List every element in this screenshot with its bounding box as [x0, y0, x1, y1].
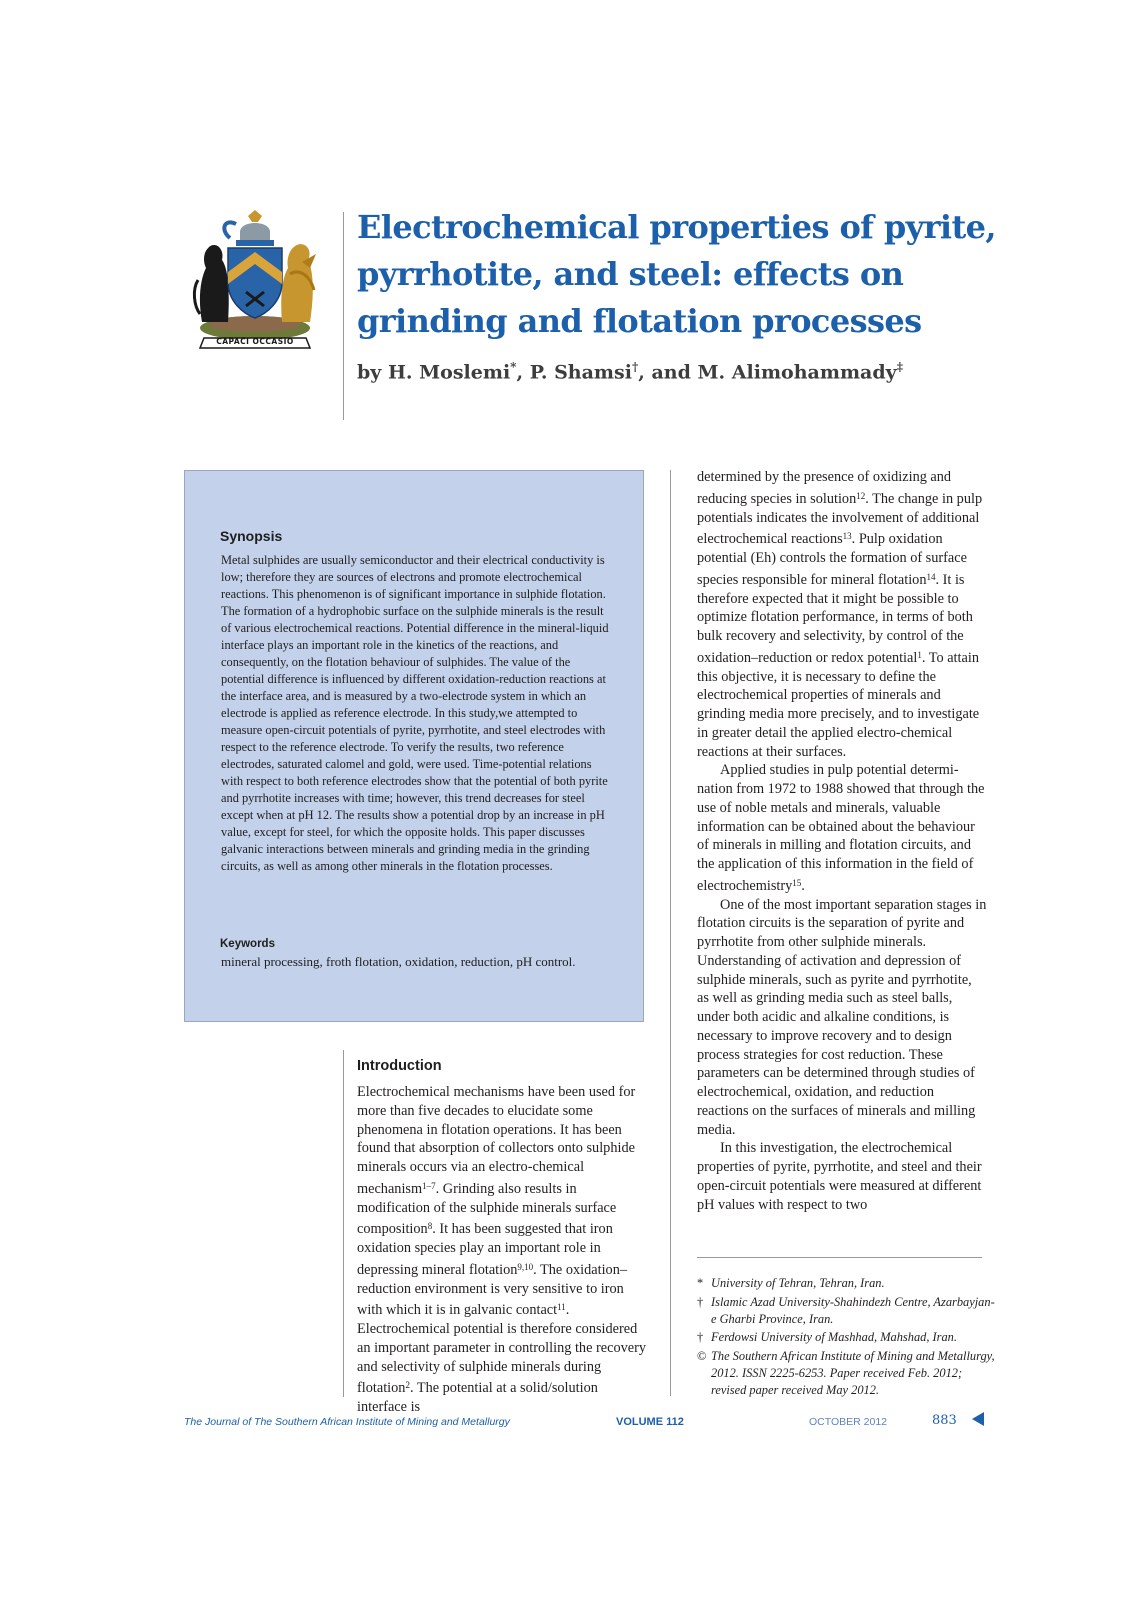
institute-crest-logo	[190, 210, 320, 355]
keywords-heading: Keywords	[220, 938, 275, 950]
page-number: 883	[932, 1413, 957, 1428]
citation: 2	[405, 1380, 410, 1391]
author-3: M. Alimohammady	[697, 361, 897, 384]
footer-volume: VOLUME 112	[616, 1416, 684, 1428]
citation: 14	[926, 571, 936, 582]
column-divider-left	[343, 1050, 344, 1397]
citation: 15	[792, 877, 802, 888]
author-byline	[357, 360, 903, 383]
paragraph: Applied studies in pulp potential determi-nation from 1972 to 1988 showed that through the use of noble metals and minerals, valuable information can be obtained about the behaviour of minerals in milling and flotation circuits, and the application of this information in the field of electrochemistry$^{15}$.	[697, 762, 985, 894]
synopsis-heading: Synopsis	[220, 528, 283, 544]
paragraph: determined by the presence of oxidizing and reducing species in solution$^{12}$. The change in pulp potentials indicates the involvement of additional electrochemical reactions$^{13}$. Pulp oxidation potential (Eh) controls the formation of surface species responsible for mineral flotation$^{14}$. It is therefore expected that it might be possible to optimize flotation performance, in terms of both bulk recovery and selectivity, by control of the oxidation–reduction or redox potential$^1$. To attain this objective, it is necessary to define the electrochemical properties of minerals and grinding media more precisely, and to investigate in greater detail the applied electro-chemical reactions at their surfaces.	[697, 469, 983, 760]
introduction-heading: Introduction	[357, 1058, 442, 1074]
citation: 11	[557, 1302, 566, 1313]
author-1-mark: *	[510, 360, 517, 374]
footer-date: OCTOBER 2012	[809, 1416, 888, 1428]
page-arrow-icon	[970, 1411, 986, 1427]
author-2-mark: †	[631, 360, 639, 374]
synopsis-text: Metal sulphides are usually semiconductor and their electrical conductivity is low; therefore they are sources of electrons and promote electrochemical reactions. This phenomenon is of significant importance in sulphide flotation. The formation of a hydrophobic surface on the sulphide minerals is the result of various electrochemical reactions. Potential difference in the mineral-liquid interface plays an important role in the kinetics of the reactions, and consequently, on the flotation behaviour of sulphides. The value of the potential difference is influenced by different oxidation-reduction reactions at the interface area, and is measured by a two-electrode system in which an electrode is applied as reference electrode. In this study,we attempted to measure open-circuit potentials of pyrite, pyrrhotite, and steel electrodes with respect to the reference electrode. To verify the results, two reference electrodes, saturated calomel and gold, were used. Time-potential relations with respect to both reference electrodes show that the potential of both pyrite and pyrrhotite increases with time; however, this trend decreases for steel except when at pH 12. The results show a potential drop by an increase in pH value, except for steel, for which the opposite holds. This paper discusses galvanic interactions between minerals and grinding media in the grinding circuits, as well as among other minerals in the flotation processes.	[221, 553, 609, 873]
citation: 13	[842, 531, 852, 542]
footnote: © The Southern African Institute of Mining and Metallurgy, 2012. ISSN 2225-6253. Paper received Feb. 2012; revised paper received May 2012.	[697, 1348, 995, 1397]
column-divider-middle	[670, 470, 671, 1396]
byline-separator: ,	[516, 361, 524, 384]
footnotes	[697, 1275, 997, 1400]
author-2: P. Shamsi	[529, 361, 632, 384]
paragraph: In this investigation, the electrochemical properties of pyrite, pyrrhotite, and steel and their open-circuit potentials were measured at different pH values with respect to two	[697, 1140, 982, 1213]
footer-journal-name: The Journal of The Southern African Institute of Mining and Metallurgy	[184, 1416, 510, 1428]
footnote: † Islamic Azad University-Shahindezh Centre, Azarbayjan-e Gharbi Province, Iran.	[697, 1294, 995, 1326]
introduction-text: Electrochemical mechanisms have been used for more than five decades to elucidate some phenomena in flotation operations. It has been found that absorption of collectors onto sulphide minerals occurs via an electro-chemical mechanism$^{1-7}$. Grinding also results in modification of the sulphide minerals surface composition$^8$. It has been suggested that iron oxidation species play an important role in depressing mineral flotation$^{9,10}$. The oxidation–reduction environment is very sensitive to iron with which it is in galvanic contact$^{11}$. Electrochemical potential is therefore considered an important parameter in controlling the recovery and selectivity of sulphide minerals during flotation$^2$. The potential at a solid/solution interface is	[357, 1084, 647, 1415]
logo-motto: CAPACI OCCASIO	[216, 337, 294, 346]
paragraph: One of the most important separation stages in flotation circuits is the separation of pyrite and pyrrhotite from other sulphide minerals. Understanding of activation and depression of sulphide minerals, such as pyrite and pyrrhotite, as well as grinding media such as steel balls, under both acidic and alkaline conditions, is necessary to improve recovery and to design process strategies for cost reduction. These parameters can be determined through studies of electrochemical, oxidation, and reduction reactions on the surfaces of minerals and milling media.	[697, 896, 987, 1138]
footnote-divider	[697, 1257, 982, 1258]
citation: 12	[856, 490, 866, 501]
right-column-text	[697, 468, 987, 1214]
byline-separator: , and	[638, 361, 691, 384]
author-3-mark: ‡	[896, 360, 903, 374]
citation: 8	[427, 1221, 433, 1232]
citation: 9,10	[517, 1261, 534, 1272]
author-1: H. Moslemi	[387, 361, 511, 384]
citation: 1	[917, 649, 922, 660]
byline-prefix: by	[357, 361, 382, 384]
citation: 1–7	[422, 1180, 436, 1191]
article-title: Electrochemical properties of pyrite, pyrrhotite, and steel: effects on grinding and flotation processes	[357, 208, 996, 340]
header-divider	[343, 212, 344, 420]
footnote: † Ferdowsi University of Mashhad, Mahshad, Iran.	[697, 1330, 957, 1344]
keywords-text: mineral processing, froth flotation, oxidation, reduction, pH control.	[221, 954, 576, 969]
footnote: * University of Tehran, Tehran, Iran.	[697, 1276, 885, 1290]
